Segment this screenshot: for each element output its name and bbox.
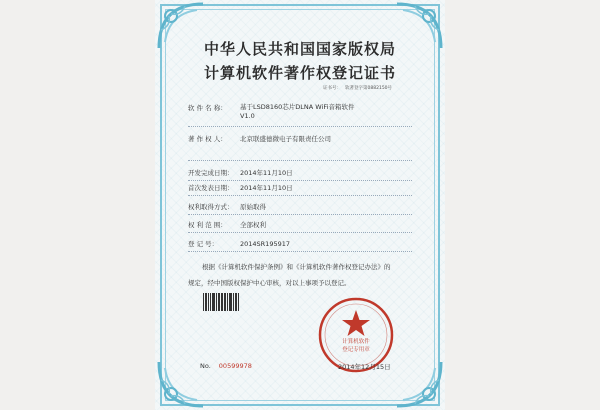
issue-date: 2014年12月15日 <box>338 363 391 371</box>
field-label: 软 件 名 称： <box>188 104 227 112</box>
certificate-issuer-title: 中华人民共和国国家版权局 <box>203 40 396 58</box>
divider <box>188 232 412 233</box>
field-value: 全部权利 <box>240 221 266 229</box>
field-publication-date <box>188 183 293 192</box>
seal-text-line: 计算机软件 <box>342 339 370 345</box>
certificate-number <box>323 85 396 91</box>
divider <box>188 214 412 215</box>
serial-number-value: 00599978 <box>218 362 252 370</box>
seal-text <box>317 338 395 354</box>
field-rights-scope <box>188 220 266 229</box>
field-value: 原始取得 <box>240 203 266 211</box>
divider <box>188 126 412 127</box>
field-software-name-value <box>240 103 380 121</box>
field-value: 2014SR195917 <box>240 240 290 248</box>
certificate-number-label: 证书号： <box>323 86 341 91</box>
divider <box>188 180 412 181</box>
certificate <box>155 0 445 410</box>
certificate-number-value: 软著登字第0882150号 <box>345 86 393 91</box>
divider <box>188 195 412 196</box>
seal-text-line: 登记专用章 <box>342 347 370 353</box>
corner-ornament-icon <box>393 358 445 410</box>
divider <box>188 251 412 252</box>
statement-line: 规定，经中国版权保护中心审核，对以上事项予以登记。 <box>188 279 351 287</box>
field-value: 2014年11月10日 <box>240 169 293 177</box>
certificate-title: 计算机软件著作权登记证书 <box>203 64 396 82</box>
barcode <box>203 293 239 311</box>
field-value: 基于LSD8160芯片DLNA WiFi音箱软件 <box>240 103 355 111</box>
field-label: 登 记 号： <box>188 240 219 248</box>
field-registration-number <box>188 239 290 248</box>
serial-number-label: No. <box>200 362 211 370</box>
field-label: 权 利 范 围： <box>188 221 227 229</box>
field-label: 著 作 权 人： <box>188 135 227 143</box>
field-completion-date <box>188 168 293 177</box>
field-label: 首次发表日期： <box>188 184 234 192</box>
field-value: 北京联盛德微电子有限责任公司 <box>240 135 331 143</box>
field-copyright-owner <box>188 134 331 143</box>
field-value: 2014年11月10日 <box>240 184 293 192</box>
field-label: 开发完成日期： <box>188 169 234 177</box>
certification-statement <box>188 259 414 291</box>
field-value-version: V1.0 <box>240 112 255 120</box>
divider <box>188 160 412 161</box>
field-software-name <box>188 103 240 112</box>
serial-number <box>200 362 252 370</box>
field-acquisition-method <box>188 202 266 211</box>
field-label: 权利取得方式： <box>188 203 234 211</box>
statement-line: 根据《计算机软件保护条例》和《计算机软件著作权登记办法》的 <box>202 263 391 271</box>
